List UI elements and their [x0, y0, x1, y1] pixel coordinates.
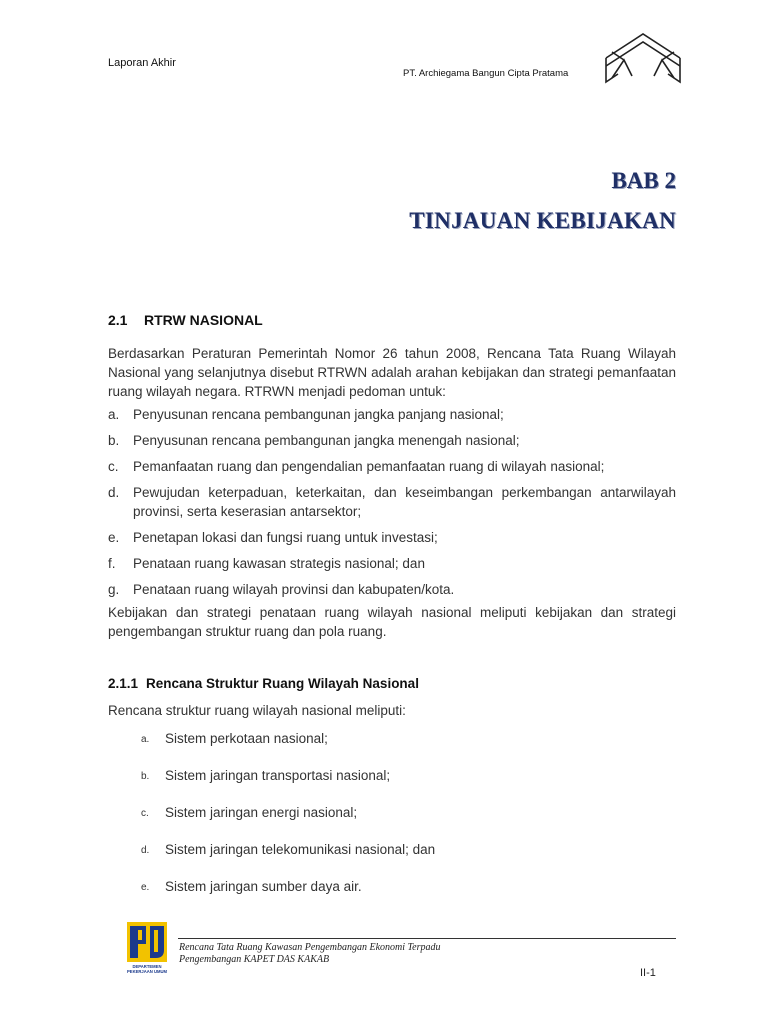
list-item-label: b.	[108, 433, 120, 448]
section-closing-paragraph: Kebijakan dan strategi penataan ruang wilayah nasional meliputi kebijakan dan strategi pengembangan struktur ruang dan pola ruang.	[108, 605, 676, 639]
list-item	[141, 879, 435, 916]
list-item-text: Penataan ruang kawasan strategis nasional; dan	[133, 556, 425, 571]
list-item-text: Sistem jaringan sumber daya air.	[165, 879, 362, 894]
list-item-label: a.	[141, 734, 150, 745]
page-number: II-1	[640, 967, 656, 979]
list-item	[108, 483, 676, 521]
list-item-label: e.	[108, 530, 120, 545]
section-number: 2.1	[108, 312, 128, 328]
list-item-label: d.	[141, 845, 150, 856]
svg-text:PEKERJAAN UMUM: PEKERJAAN UMUM	[126, 969, 168, 974]
svg-text:DEPARTEMEN: DEPARTEMEN	[132, 964, 162, 969]
list-item	[108, 457, 676, 476]
ministry-logo-icon	[124, 920, 170, 976]
list-item	[108, 528, 676, 547]
list-item-label: f.	[108, 556, 116, 571]
list-item	[141, 731, 435, 768]
list-item-label: b.	[141, 771, 150, 782]
subsection-intro-paragraph: Rencana struktur ruang wilayah nasional meliputi:	[108, 703, 406, 718]
list-item-label: g.	[108, 582, 120, 597]
subsection-title: Rencana Struktur Ruang Wilayah Nasional	[146, 676, 419, 691]
list-item-text: Pewujudan keterpaduan, keterkaitan, dan keseimbangan perkembangan antarwilayah provinsi, serta keserasian antarsektor;	[133, 485, 676, 519]
list-item	[141, 805, 435, 842]
header-report-type: Laporan Akhir	[108, 57, 176, 69]
list-item-text: Sistem jaringan transportasi nasional;	[165, 768, 391, 783]
subsection-heading	[108, 674, 676, 693]
list-item-label: e.	[141, 882, 150, 893]
chapter-title: TINJAUAN KEBIJAKAN	[409, 208, 676, 233]
list-item-label: d.	[108, 485, 120, 500]
subsection-number: 2.1.1	[108, 676, 139, 691]
list-item-label: a.	[108, 407, 120, 422]
company-logo-icon	[604, 32, 682, 84]
list-item-text: Sistem jaringan telekomunikasi nasional; dan	[165, 842, 436, 857]
chapter-number: BAB 2	[611, 168, 676, 193]
list-item-text: Penyusunan rencana pembangunan jangka menengah nasional;	[133, 433, 520, 448]
list-item	[108, 580, 676, 599]
section-title: RTRW NASIONAL	[144, 312, 263, 328]
footer-divider	[178, 938, 676, 939]
section-intro-paragraph: Berdasarkan Peraturan Pemerintah Nomor 26 tahun 2008, Rencana Tata Ruang Wilayah Nasional yang selanjutnya disebut RTRWN adalah arahan kebijakan dan strategi pemanfaatan ruang wilayah negara. RTRWN menjadi pedoman untuk:	[108, 346, 676, 399]
list-item	[141, 768, 435, 805]
list-item-label: c.	[141, 808, 149, 819]
list-item-label: c.	[108, 459, 119, 474]
list-item-text: Penetapan lokasi dan fungsi ruang untuk investasi;	[133, 530, 438, 545]
list-item-text: Penataan ruang wilayah provinsi dan kabupaten/kota.	[133, 582, 455, 597]
list-item	[108, 405, 676, 424]
list-item-text: Sistem jaringan energi nasional;	[165, 805, 358, 820]
list-item	[108, 431, 676, 450]
footer-line-1: Rencana Tata Ruang Kawasan Pengembangan Ekonomi Terpadu	[179, 942, 441, 953]
footer-document-title	[179, 942, 440, 966]
list-item-text: Penyusunan rencana pembangunan jangka panjang nasional;	[133, 407, 504, 422]
list-item-text: Sistem perkotaan nasional;	[165, 731, 328, 746]
footer-line-2: Pengembangan KAPET DAS KAKAB	[179, 954, 330, 965]
list-item-text: Pemanfaatan ruang dan pengendalian pemanfaatan ruang di wilayah nasional;	[133, 459, 605, 474]
section-list	[108, 405, 676, 606]
subsection-list	[141, 731, 435, 916]
section-heading	[108, 311, 676, 330]
header-company-name: PT. Archiegama Bangun Cipta Pratama	[403, 68, 569, 79]
list-item	[108, 554, 676, 573]
list-item	[141, 842, 435, 879]
